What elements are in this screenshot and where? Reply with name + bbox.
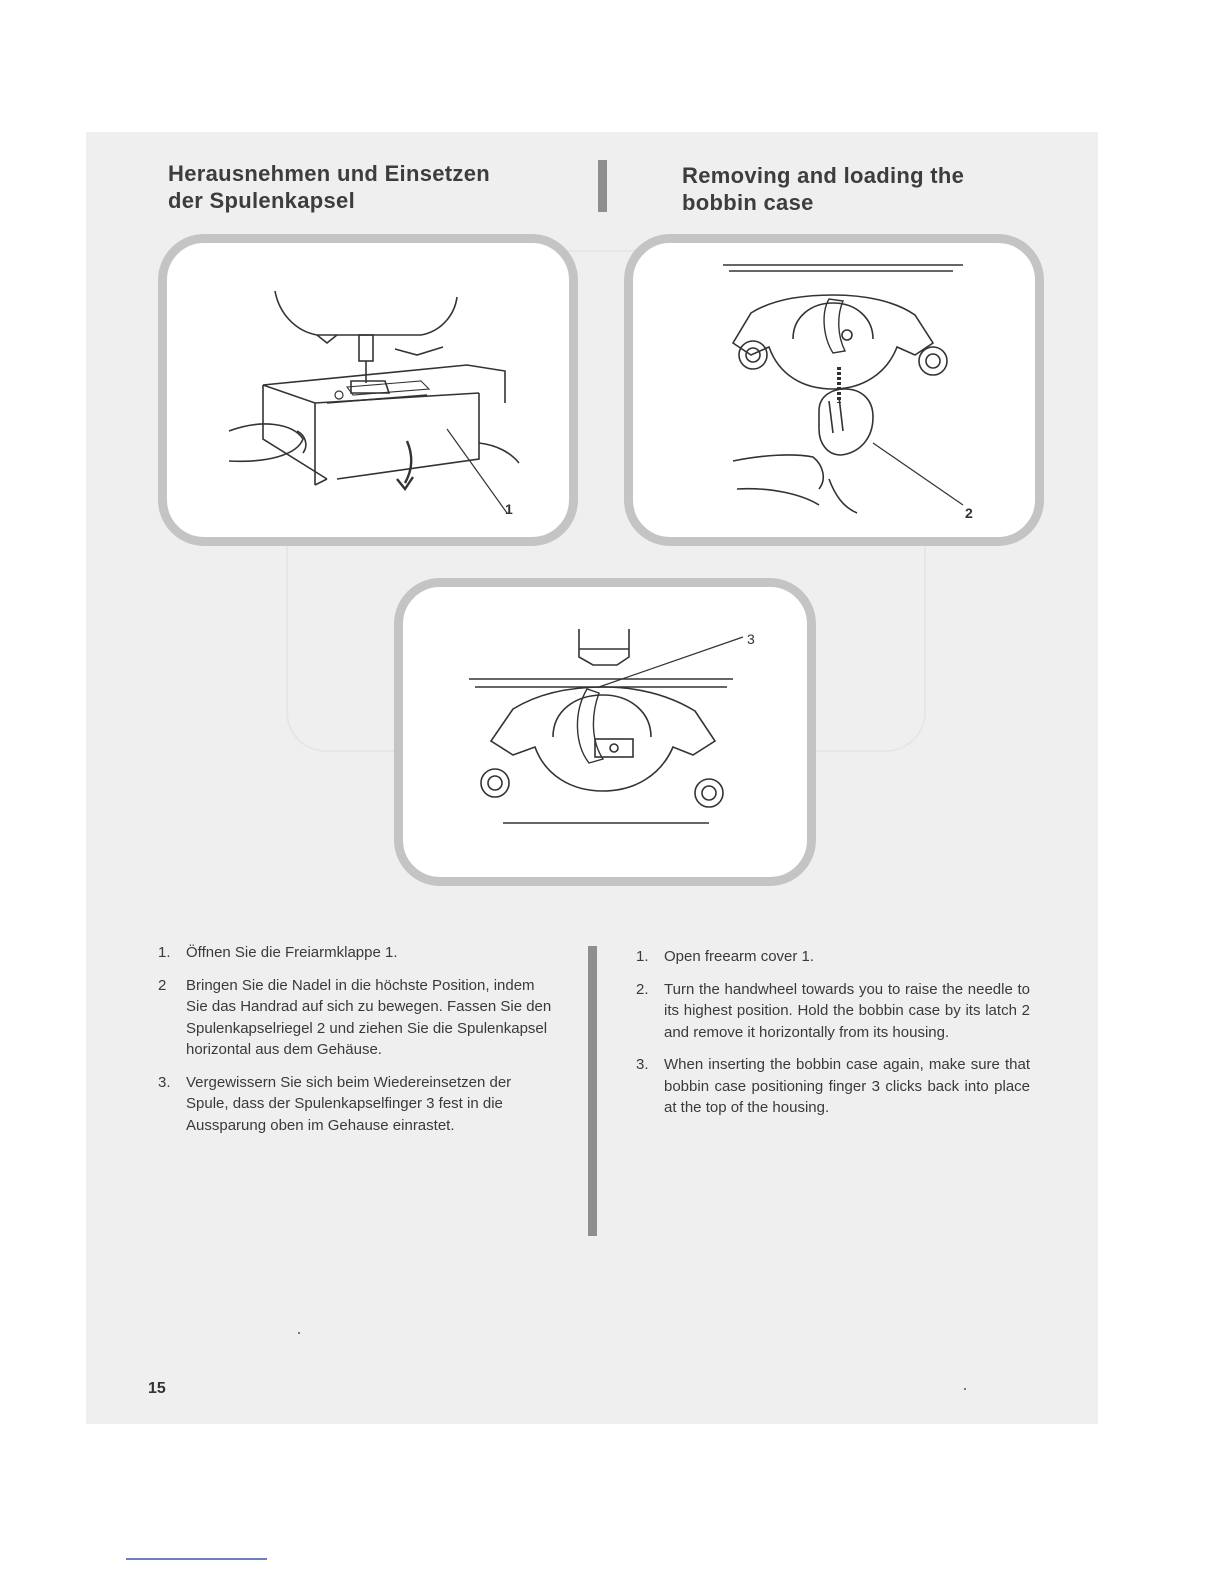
scan-speck [298,1332,300,1334]
step-de-3-text: Vergewissern Sie sich beim Wiedereinsetzen der Spule, dass der Spulenkapselfinger 3 fest in die Aussparung oben im Gehause einrastet. [186,1073,512,1134]
heading-english-line1: Removing and loading the [682,163,965,188]
step-en-3 [636,1054,1030,1119]
step-de-2-number: 2 [158,976,167,994]
step-en-1 [636,946,1030,968]
step-en-2-number: 2. [636,980,649,998]
step-de-2-text: Bringen Sie die Nadel in die höchste Position, indem Sie das Handrad auf sich zu bewegen. Fassen Sie den Spulenkapselriegel 2 und ziehen Sie die Spulenkapsel horizontal aus dem Gehäuse. [186,976,552,1058]
heading-german-line1: Herausnehmen und Einsetzen [168,161,490,186]
step-de-1-text: Öffnen Sie die Freiarmklappe 1. [186,944,398,961]
callout-1: 1 [505,501,513,517]
figure-3-insert-bobbin-case [394,578,816,886]
step-de-1 [158,942,552,964]
column-divider-top [598,160,607,212]
figure-2-remove-bobbin-case [624,234,1044,546]
steps-english-list [636,946,1030,1130]
heading-english [682,162,964,216]
heading-german [168,160,490,214]
step-en-1-text: Open freearm cover 1. [664,948,815,965]
callout-2: 2 [965,505,973,521]
footer-rule [126,1558,267,1560]
steps-german-list [158,942,552,1147]
step-de-2 [158,975,552,1061]
step-en-1-number: 1. [636,948,649,965]
step-de-3 [158,1072,552,1137]
scan-speck [964,1388,966,1390]
bobbin-case-removal-illustration [633,243,1035,537]
figure-1-open-freearm-cover [158,234,578,546]
step-de-3-number: 3. [158,1073,171,1091]
sewing-machine-illustration [167,243,569,537]
callout-3: 3 [747,631,755,647]
step-en-2-text: Turn the handwheel towards you to raise the needle to its highest position. Hold the bobbin case by its latch 2 and remove it horizontally from its housing. [664,980,1030,1041]
column-divider-bottom [588,946,597,1236]
step-de-1-number: 1. [158,944,171,961]
heading-german-line2: der Spulenkapsel [168,188,355,213]
step-en-3-number: 3. [636,1056,649,1073]
step-en-3-text: When inserting the bobbin case again, make sure that bobbin case positioning finger 3 clicks back into place at the top of the housing. [664,1056,1030,1116]
step-en-2 [636,979,1030,1044]
page-number: 15 [148,1380,166,1397]
heading-english-line2: bobbin case [682,190,814,215]
